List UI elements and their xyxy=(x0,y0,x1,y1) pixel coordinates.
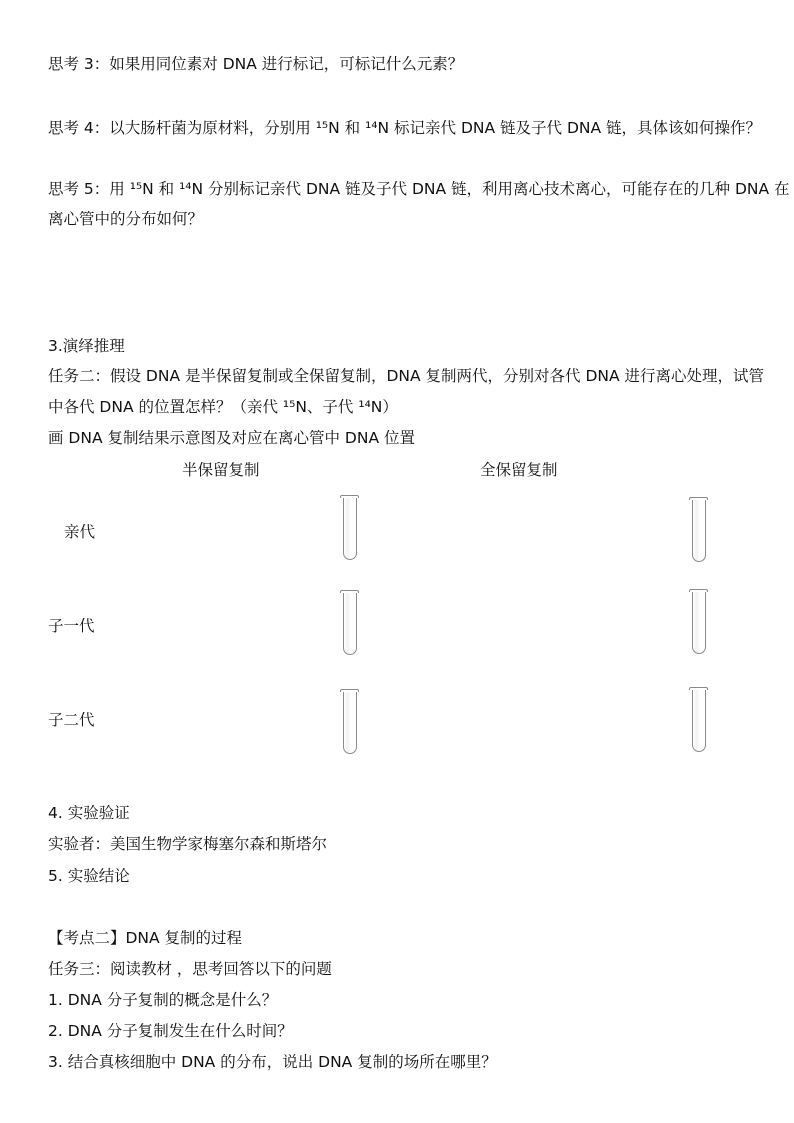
section-5-heading: 5. 实验结论 xyxy=(48,867,130,885)
draw-instruction: 画 DNA 复制结果示意图及对应在离心管中 DNA 位置 xyxy=(48,429,415,447)
test-tube-icon xyxy=(692,592,706,654)
question-2: 2. DNA 分子复制发生在什么时间？ xyxy=(48,1022,293,1040)
question-3: 3. 结合真核细胞中 DNA 的分布，说出 DNA 复制的场所在哪里？ xyxy=(48,1053,497,1071)
task-3-text: 任务三：阅读教材 ，思考回答以下的问题 xyxy=(48,960,332,978)
row-label-generation-1: 子一代 xyxy=(48,617,95,635)
point-2-heading: 【考点二】DNA 复制的过程 xyxy=(48,929,243,947)
row-label-parent: 亲代 xyxy=(64,523,96,541)
column-header-semi-conservative: 半保留复制 xyxy=(182,461,260,479)
test-tube-icon xyxy=(692,500,706,562)
column-header-conservative: 全保留复制 xyxy=(480,461,558,479)
think-5-line-1: 思考 5：用 ¹⁵N 和 ¹⁴N 分别标记亲代 DNA 链及子代 DNA 链，利用离心技术离心，可能存在的几种 DNA 在 xyxy=(48,180,790,198)
test-tube-icon xyxy=(343,498,357,560)
question-1: 1. DNA 分子复制的概念是什么？ xyxy=(48,991,278,1009)
think-4: 思考 4：以大肠杆菌为原材料，分别用 ¹⁵N 和 ¹⁴N 标记亲代 DNA 链及子代 DNA 链，具体该如何操作？ xyxy=(48,119,762,137)
test-tube-icon xyxy=(343,692,357,754)
task-2-line-1: 任务二：假设 DNA 是半保留复制或全保留复制，DNA 复制两代，分别对各代 DNA 进行离心处理，试管 xyxy=(48,367,765,385)
think-5-line-2: 离心管中的分布如何？ xyxy=(48,210,204,228)
task-2-line-2: 中各代 DNA 的位置怎样？（亲代 ¹⁵N、子代 ¹⁴N） xyxy=(48,398,398,416)
test-tube-icon xyxy=(343,593,357,655)
row-label-generation-2: 子二代 xyxy=(48,711,95,729)
experimenter-text: 实验者：美国生物学家梅塞尔森和斯塔尔 xyxy=(48,835,328,853)
section-3-heading: 3.演绎推理 xyxy=(48,337,125,355)
think-3: 思考 3：如果用同位素对 DNA 进行标记，可标记什么元素？ xyxy=(48,55,464,73)
section-4-heading: 4. 实验验证 xyxy=(48,804,130,822)
test-tube-icon xyxy=(692,690,706,752)
